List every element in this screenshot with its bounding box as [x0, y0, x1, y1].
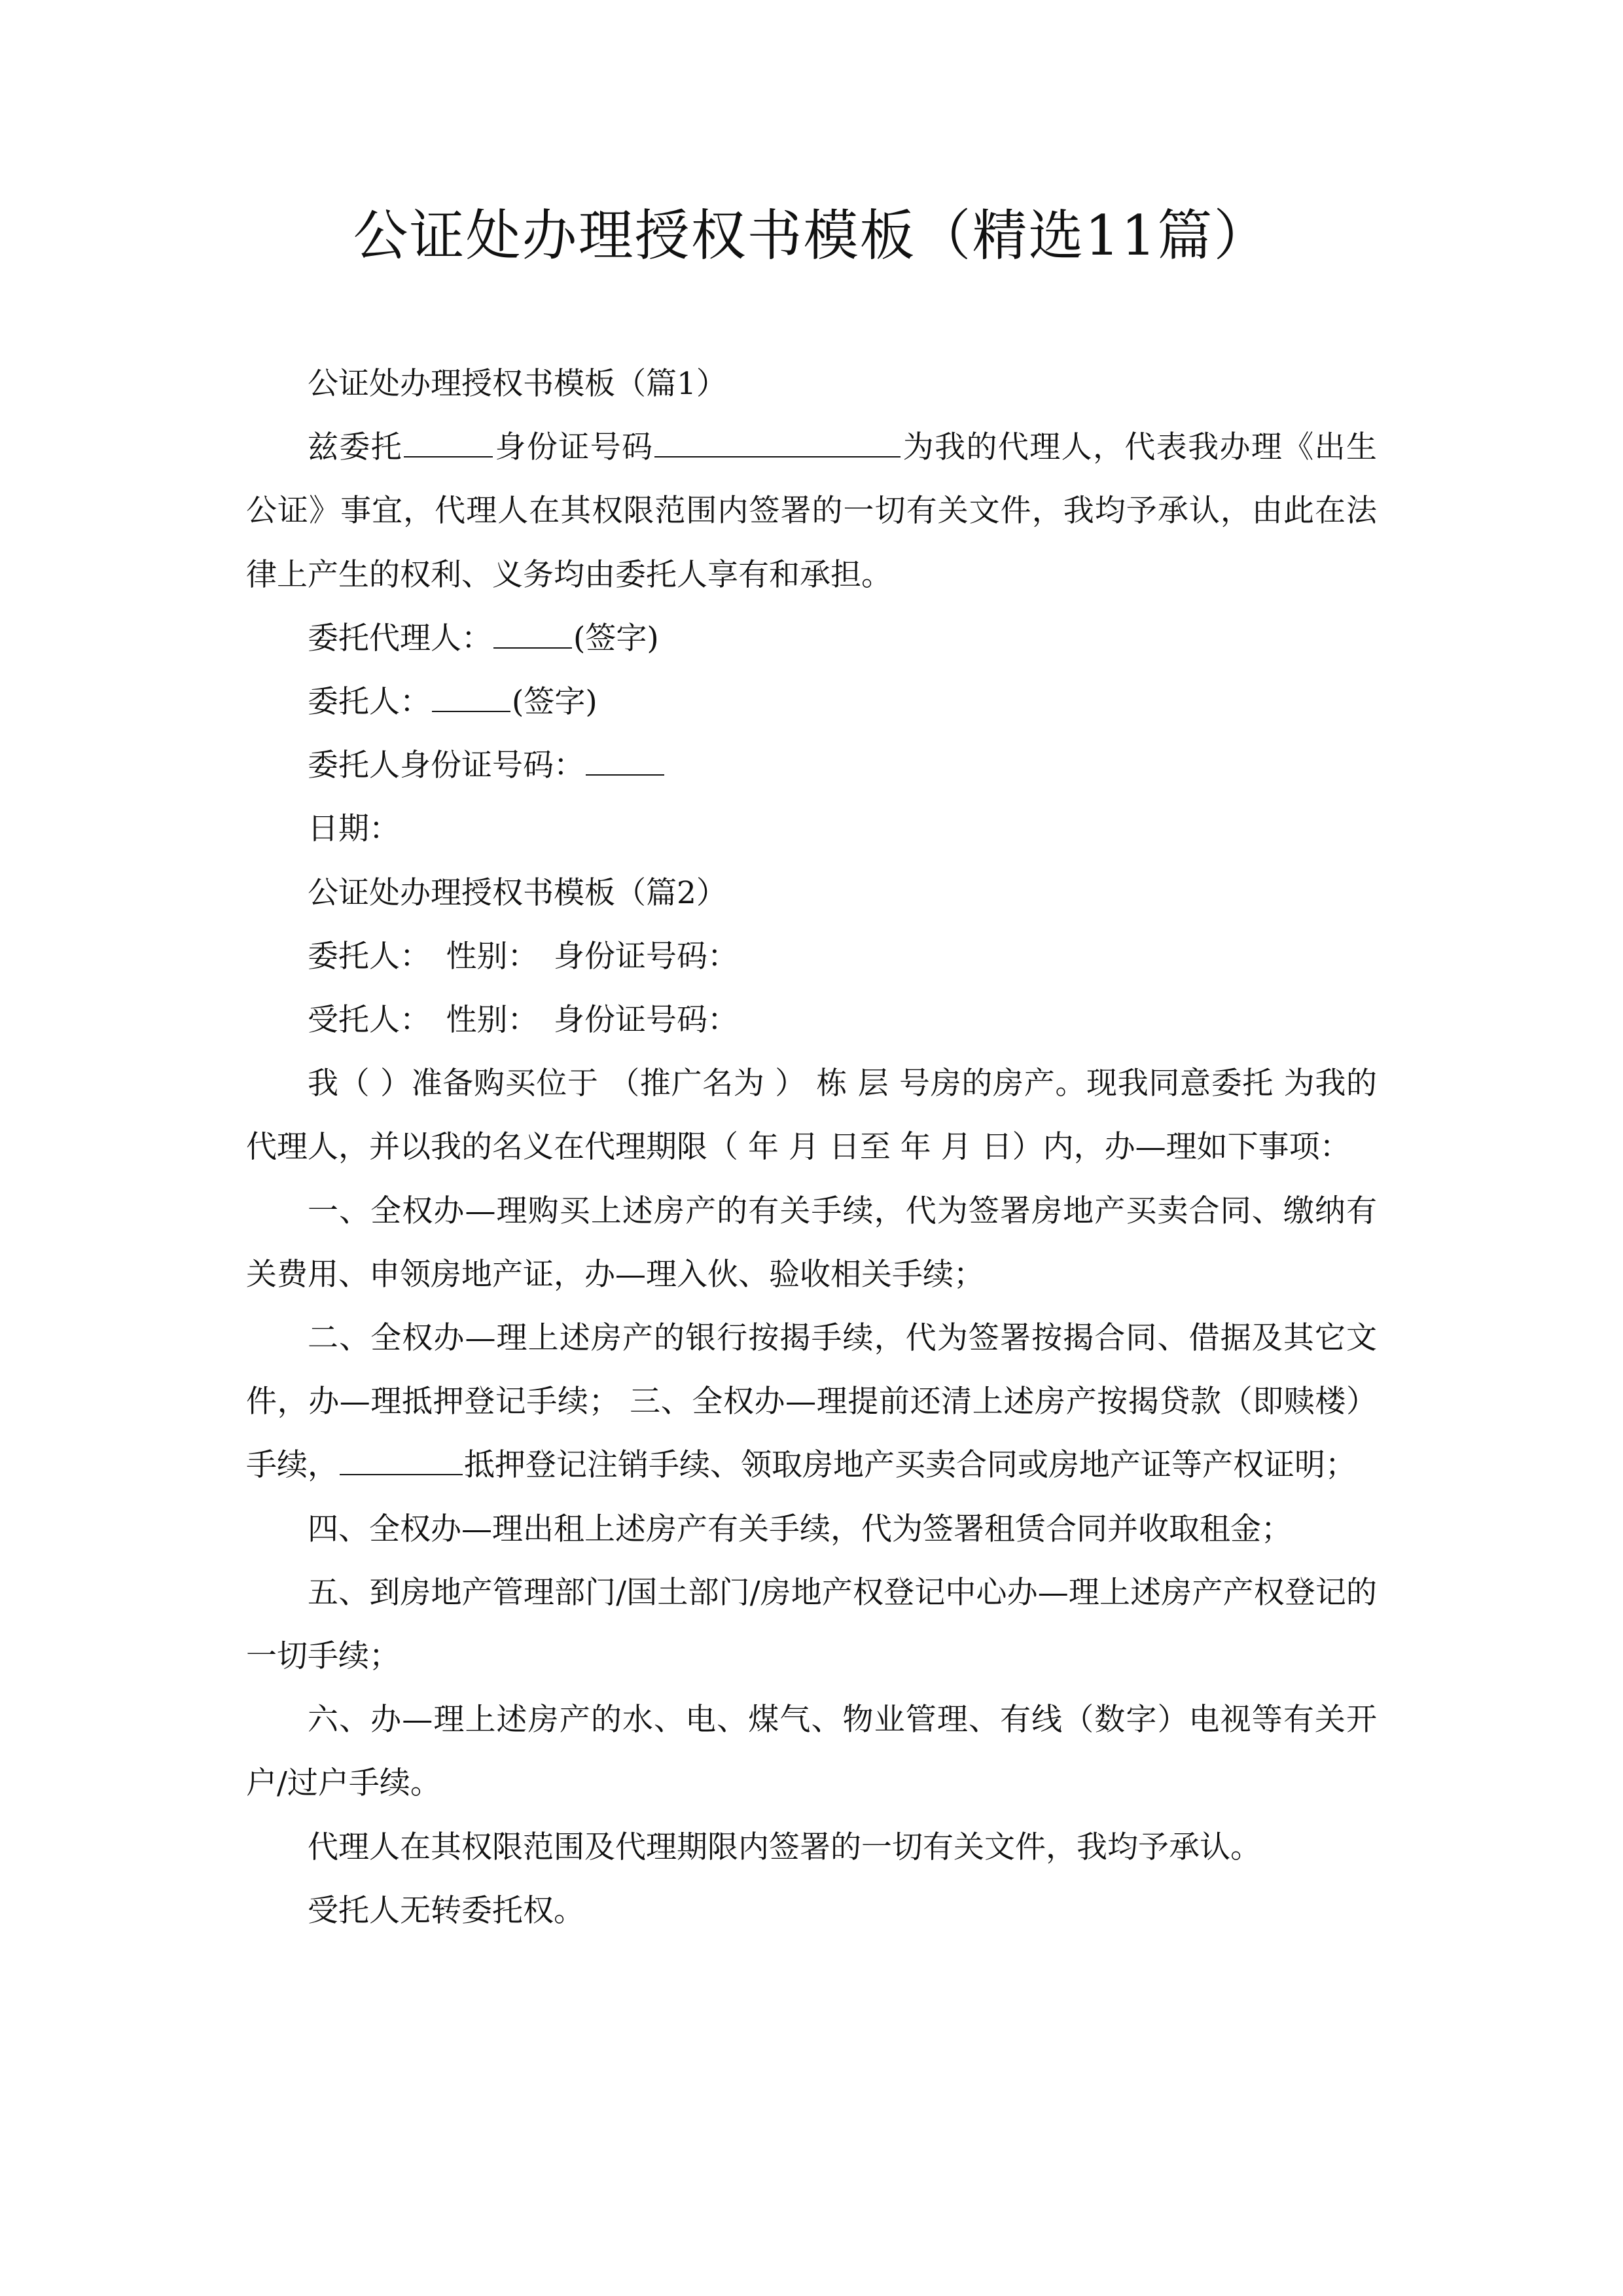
- item-2-3-text-b: 抵押登记注销手续、领取房地产买卖合同或房地产证等产权证明；: [464, 1447, 1356, 1484]
- authorization-text-c: 为我的代理人，代表我办理《出生公证》事宜，代理人在其权限范围内签署的一切有关文件，我均予承认，由此在法律上产生的权利、义务均由委托人享有和承担。: [246, 429, 1377, 593]
- item-1-paragraph: 一、全权办—理购买上述房产的有关手续，代为签署房地产买卖合同、缴纳有关费用、申领房地产证，办—理入伙、验收相关手续；: [246, 1193, 1377, 1293]
- authorization-text-b: 身份证号码: [494, 429, 654, 466]
- agent-signature-label: 委托代理人：: [308, 620, 492, 656]
- section-heading-1: 公证处办理授权书模板（篇1）: [308, 366, 727, 402]
- document-body: [246, 352, 1377, 1943]
- principal-id-blank: [586, 744, 664, 776]
- item-2-3-text-a: 二、全权办—理上述房产的银行按揭手续，代为签署按揭合同、借据及其它文件，办—理抵押登记手续； 三、全权办—理提前还清上述房产按揭贷款（即赎楼）手续，: [246, 1320, 1377, 1484]
- no-subdelegation-paragraph: 受托人无转委托权。: [308, 1892, 584, 1929]
- item-6-paragraph: 六、办—理上述房产的水、电、煤气、物业管理、有线（数字）电视等有关开户/过户手续。: [246, 1702, 1377, 1802]
- section-heading-2: 公证处办理授权书模板（篇2）: [308, 874, 727, 911]
- principal-signature-line: [246, 670, 1377, 734]
- principal-id-line: [246, 734, 1377, 797]
- principal-id-label: 委托人身份证号码：: [308, 747, 584, 784]
- principal-signature-blank: [432, 680, 510, 712]
- authorization-paragraph: [246, 416, 1377, 607]
- agent-info-line: 受托人： 性别： 身份证号码：: [308, 1002, 738, 1039]
- agent-signature-blank: [493, 617, 572, 649]
- item-2-3-paragraph: [246, 1306, 1377, 1498]
- item-4-paragraph: 四、全权办—理出租上述房产有关手续，代为签署租赁合同并收取租金；: [308, 1511, 1292, 1547]
- item-5-paragraph: 五、到房地产管理部门/国土部门/房地产权登记中心办—理上述房产产权登记的一切手续；: [246, 1574, 1377, 1675]
- authorization-text-a: 兹委托: [308, 429, 403, 466]
- redemption-blank: [340, 1443, 463, 1475]
- agent-id-blank: [654, 425, 901, 457]
- date-line: 日期：: [308, 811, 400, 848]
- purchase-intro-paragraph: 我（ ）准备购买位于 （推广名为 ） 栋 层 号房的房产。现我同意委托 为我的代理人，并以我的名义在代理期限（ 年 月 日至 年 月 日）内，办—理如下事项：: [246, 1066, 1377, 1166]
- principal-info-line: 委托人： 性别： 身份证号码：: [308, 938, 738, 975]
- agent-signature-line: [246, 607, 1377, 670]
- acknowledgement-paragraph: 代理人在其权限范围及代理期限内签署的一切有关文件，我均予承认。: [308, 1829, 1261, 1865]
- document-title: 公证处办理授权书模板（精选11篇）: [353, 204, 1270, 268]
- principal-signature-suffix: (签字): [512, 684, 597, 721]
- agent-name-blank: [404, 425, 493, 457]
- principal-signature-label: 委托人：: [308, 684, 431, 721]
- agent-signature-suffix: (签字): [573, 620, 659, 656]
